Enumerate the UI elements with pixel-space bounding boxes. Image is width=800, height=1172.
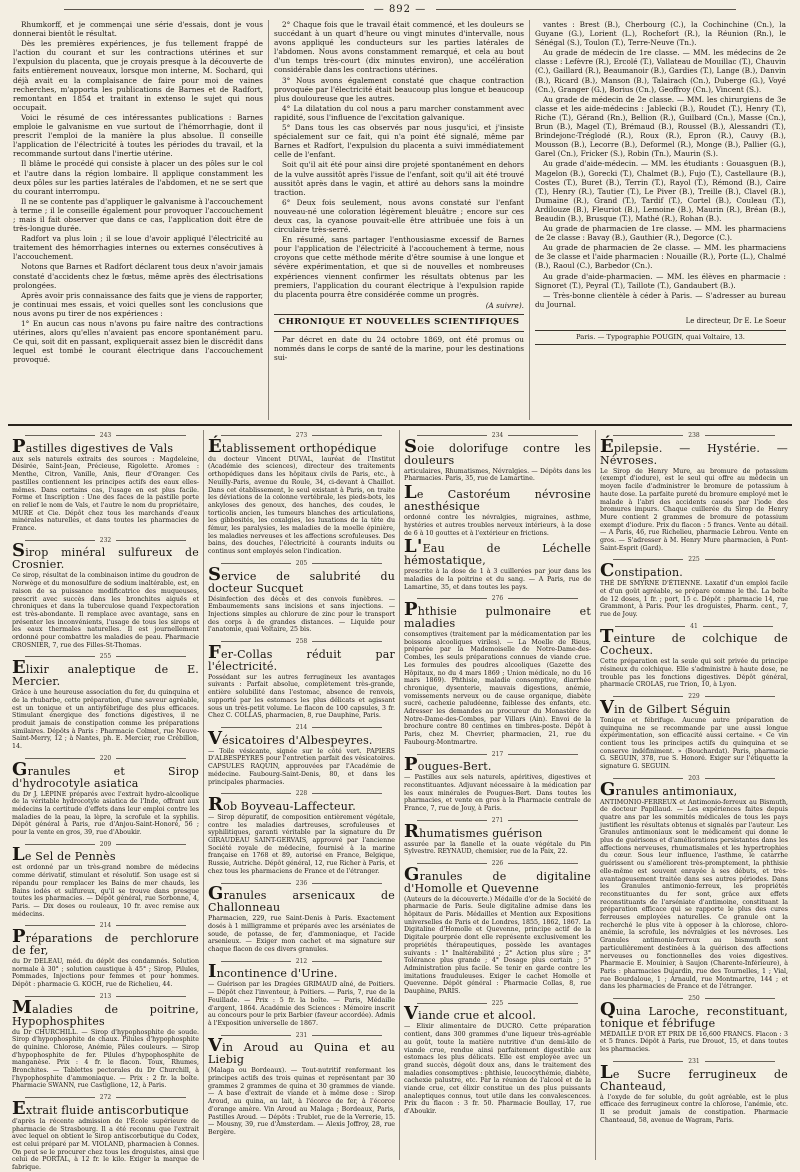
ad-title: Vin de Gilbert Séguin xyxy=(600,696,731,718)
section-divider xyxy=(8,424,792,426)
ad-title: Vin Aroud au Quina et au Liebig xyxy=(208,1035,395,1067)
ad-title: Viande crue et alcool. xyxy=(404,1003,537,1025)
ad-body: — Guérison par les Dragées GRIMAUD aîné, de Poitiers. — Dépôt chez l'inventeur, à Poitiers. — Paris, 7, rue de la Feuillade. — Prix : 5 fr. la boîte. — Paris, Médaille d'argent, 1864. Académie des Sciences : Mémoire inscrit au concours pour le prix Barbier (faveur accordée). Admis à l'Exposition universelle de 1867. xyxy=(208,981,395,1027)
ad-number: 231 xyxy=(208,1032,395,1040)
advertisement xyxy=(12,755,199,837)
article-paragraph: En résumé, sans partager l'enthousiasme excessif de Barnes pour l'application de l'électricité à l'accouchement à terme, nous croyons que cette méthode mérite d'être soumise à une longue et sévère expérimentation, et que si de nouvelles et nombreuses expériences viennent confirmer les résultats obtenus par les premiers, l'application du courant électrique à l'expulsion rapide du placenta pourra être considérée comme un progrès. xyxy=(274,235,524,299)
ad-body: du docteur Vincent DUVAL, lauréat de l'Institut (Académie des sciences), directeur des traitements orthopédiques dans les hôpitaux civils de Paris, etc., à Neuilly-Paris, avenue du Roule, 34, ci-devant à Chaillot. Dans cet établissement, le seul existant à Paris, on traite les déviations de la colonne vertébrale, les pieds-bots, les ankyloses des genoux, des hanches, des coudes, le torticolis ancien, les tumeurs blanches des articulations, les gibbosités, les coxalgies, les luxations de la tête du fémur, les paralysies, les maladies de la moelle épinière, les maladies nerveuses et les affections scrofuleuses. Des bains, des douches, l'électricité à courants induits ou continus sont employés selon l'indication. xyxy=(208,455,395,556)
advertisement xyxy=(208,560,395,634)
ad-body: — Sirop dépuratif, de composition entièrement végétale, contre les maladies dartreuses, scrofuleuses et syphilitiques, garanti véritable par la signature du Dr GIRAUDEAU SAINT-GERVAIS, approuvé par l'ancienne Société royale de médecine, fournisé à la marine française en 1768 et 89, autorisé en France, Belgique, Russie, Autriche. Dépôt général, 12, rue Richer à Paris, et chez tous les pharmaciens de France et de l'étranger. xyxy=(208,813,395,875)
ad-column-4 xyxy=(596,430,792,1160)
ad-body: THÉ DE SMYRNE D'ÉTIENNE. Laxatif d'un emploi facile et d'un goût agréable, se prépare comme le thé. La boîte de 12 doses, 1 fr. ; port, 15 c. Dépôt : pharmacie 14, rue Grammont, à Paris. Pour les droguistes, Pharm. cent., 7, rue de Jouy. xyxy=(600,580,788,618)
ad-title: Granules de digitaline d'Homolle et Quevenne xyxy=(404,863,591,895)
ad-title: Établissement orthopédique xyxy=(208,435,377,457)
ad-body: (Malaga ou Bordeaux). — Tout-nutritif renfermant les principes actifs des trois quinas et représentant par 30 grammes 2 grammes de quina et 30 grammes de viande. — A base d'extrait de viande et à même dose : Sirop Aroud, au quina, au lait, à l'écorce de fer, à l'écorce d'orange amère. Vin Aroud au Malaga ; Bordeaux, Paris, Pastilles Aroud. — Dépôts : Trublet, rue de la Verrerie, 15. — Mousny, 39, rue d'Amsterdam. — Alexis Joffroy, 28, rue Bergère. xyxy=(208,1067,395,1136)
ad-number: 229 xyxy=(600,693,788,701)
ad-number: 213 xyxy=(12,993,199,1001)
article-paragraph: Au grade de pharmacien de 1re classe. — MM. les pharmaciens de 2e classe : Bavay (B.), Gauthier (R.), Degorce (C.). xyxy=(535,224,786,243)
ad-body: ordonné contre les névralgies, migraines, asthme, hystéries et autres troubles nerveux intérieurs, à la dose de 6 à 10 gouttes et à l'extérieur en frictions. xyxy=(404,514,591,537)
ad-title: Incontinence d'Urine. xyxy=(208,961,338,983)
ad-body: Grâce à une heureuse association du fer, du quinquina et de la rhubarbe, cette préparation, d'une saveur agréable, est un tonique et un antiyfébrifuge des plus efficaces. Stimulant énergique des fonctions digestives, il ne produit jamais de constipation comme les préparations similaires. Dépôts à Paris : Pharmacie Colmet, rue Neuve-Saint-Merry, 12 ; à Nantes, ph. E. Mercier, rue Crébillon, 14. xyxy=(12,689,199,751)
ad-title: Rhumatismes guérison xyxy=(404,820,543,842)
ad-title: Pastilles digestives de Vals xyxy=(12,435,174,457)
ad-number: 258 xyxy=(208,638,395,646)
ad-title: L'Eau de Léchelle hémostatique, xyxy=(404,536,591,568)
ad-number: 209 xyxy=(12,841,199,849)
ad-title: Le Castoréum névrosine anesthésique xyxy=(404,482,591,514)
ad-body: Possédant sur les autres ferrugineux les avantages suivants : Parfait absolue, complètement très-grande, entière solubilité dans l'estomac, absence de renvois, supporté par les estomacs les plus délicats et agissant sous un très-petit volume. Le flacon de 100 capsules, 3 fr. Chez C. COLLAS, pharmacien, 8, rue Dauphine, Paris. xyxy=(208,673,395,720)
ad-body: prescrite à la dose de 1 à 3 cuillerées par jour dans les maladies de la poitrine et du sang. — A Paris, rue de Lamartine, 35, et dans toutes les pays. xyxy=(404,568,591,591)
advertisement xyxy=(12,653,199,750)
chronicle-rule xyxy=(274,331,524,332)
ad-number: 214 xyxy=(12,922,199,930)
advertisement xyxy=(208,790,395,875)
advertisement xyxy=(404,595,591,746)
advertisement xyxy=(600,995,788,1054)
article-paragraph: Radfort va plus loin ; il se loue d'avoir appliqué l'électricité au traitement des hémorrhagies internes ou externes consécutives à l'accouchement. xyxy=(13,234,263,262)
ad-title: Phthisie pulmonaire et maladies xyxy=(404,599,591,631)
ad-body: du Dr DELEAU, méd. du dépôt des condamnés. Solution normale à 30° ; solution caustique à 45° ; Sirop, Pilules, Pommades, Injections pour femmes et pour hommes. Dépôt : pharmacie G. KOCH, rue de Richelieu, 44. xyxy=(12,958,199,989)
article-paragraph: Soit qu'il ait été pour ainsi dire projeté spontanément en dehors de la vulve aussitôt après l'issue de l'enfant, soit qu'il ait été trouvé aussitôt après dans le vagin, et attiré au dehors sans la moindre traction. xyxy=(274,160,524,197)
ad-number: 276 xyxy=(404,595,591,603)
ad-body: du Dr J. LÉPINE préparés avec l'extrait hydro-alcoolique de la véritable hydrocotyle asiatica de l'Inde, offrant aux médecins la certitude d'effets dans leur emploi contre les maladies de la peau, la lèpre, la scrofule et la syphilis. Dépôt général à Paris, rue d'Anjou-Saint-Honoré, 56 ; pour la vente en gros, 39, rue d'Aboukir. xyxy=(12,790,199,837)
ad-body: aux sels naturels extraits des sources : Magdeleine, Désirée, Saint-Jean, Précieuse, Rigolette. Aromes : Menthe, Citron, Vanille, Anis, fleur d'Oranger. Ces pastilles contiennent les principes actifs des eaux elles-mêmes. Dans certains cas, l'usage en est plus facile. Forme et Inscription : Une des faces de la pastille porte en relief le nom de Vals, et l'autre le nom du propriétaire, MURE et Cie. Dépôt chez tous les marchands d'eaux minérales naturelles, et dans toutes les pharmacies de France. xyxy=(12,455,199,533)
ad-title: Maladies de poitrine, Hypophosphites xyxy=(12,996,199,1028)
advertisement xyxy=(12,841,199,919)
ad-number: 272 xyxy=(12,1094,199,1102)
article-paragraph: 2° Chaque fois que le travail était commencé, et les douleurs se succédant à un quart d'heure ou vingt minutes d'intervalle, nous avons appliqué les conducteurs sur les parties latérales de l'abdomen. Nous avons constamment remarqué, et cela au bout d'un temps très-court (dix minutes environ), une accélération considérable dans les contractions utérines. xyxy=(274,20,524,75)
advertisement xyxy=(404,536,591,591)
printer-imprint: Paris. — Typographie POUGIN, quai Voltaire, 13. xyxy=(535,330,786,345)
advertisement xyxy=(208,958,395,1028)
ad-column-1 xyxy=(8,430,204,1172)
ad-number: 228 xyxy=(208,790,395,798)
ad-title: Préparations de perchlorure de fer, xyxy=(12,926,199,958)
ad-number: 238 xyxy=(600,432,788,440)
ad-body: Pharmacien, 229, rue Saint-Denis à Paris. Exactement dosés à 1 milligramme et préparés avec les arséniates de soude, de potasse, de fer, d'ammoniaque, et l'acide arsenieux. — Exiger mon cachet et ma signature sur chaque flacon de ces divers granules. xyxy=(208,915,395,954)
ad-title: Constipation. xyxy=(600,560,683,582)
ad-number: 226 xyxy=(404,860,591,868)
ad-title: Service de salubrité du docteur Sucquet xyxy=(208,563,395,595)
ad-body: Désinfection des décès et des convois funèbres. — Embaumements sans incisions et sans injections. — Injections simples au chlorure de zinc pour le transport des corps à de grandes distances. — Liquide pour l'anatomie, quai Voltaire, 25 bis. xyxy=(208,595,395,634)
ad-body: — Pastilles aux sels naturels, apéritives, digestives et reconstituantes. Adjuvant nécessaire à la médication par les eaux minérales de Pougues-Bert. Dans toutes les pharmacies, et vente en gros à la Pharmacie centrale de France, 7, rue de Jouy, à Paris. xyxy=(404,774,591,813)
ad-title: Vésicatoires d'Albespeyres. xyxy=(208,727,373,749)
article-paragraph: Au grade d'aide-pharmacien. — MM. les élèves en pharmacie : Signoret (T.), Peyral (T.), Taillote (T.), Gandaubert (B.). xyxy=(535,271,786,290)
article-paragraph: 3° Nous avons également constaté que chaque contraction provoquée par l'électricité était beaucoup plus longue et beaucoup plus douloureuse que les autres. xyxy=(274,75,524,103)
ad-title: Granules arsenicaux de Challonneau xyxy=(208,883,395,915)
ad-number: 41 xyxy=(600,623,788,631)
ad-body: — Toile vésicante, signée sur le côté vert. PAPIERS D'ALBESPEYRES pour l'entretien parfait des vésicatoires. CAPSULES RAQUIN, approuvées par l'Académie de médecine. Faubourg-Saint-Denis, 80, et dans les principales pharmacies. xyxy=(208,747,395,786)
article-paragraph: 1° En aucun cas nous n'avons pu faire naître des contractions utérines, alors qu'elles n'avaient pas encore spontanément paru. Ce qui, soit dit en passant, expliquerait assez bien le discrédit dans lequel est tombé le courant électrique dans l'accouchement provoqué. xyxy=(13,319,263,365)
advertisement-section xyxy=(8,430,792,1172)
article-paragraph: Au grade de pharmacien de 2e classe. — MM. les pharmaciens de 3e classe et l'aide pharmacien : Nouaille (R.), Porte (L.), Chalmé (B.), Raoul (C.), Barbedor (Cn.). xyxy=(535,243,786,271)
ad-title: Soie dolorifuge contre les douleurs xyxy=(404,435,591,467)
ad-number: 232 xyxy=(12,537,199,545)
advertisement xyxy=(404,432,591,483)
ad-body: Tonique et fébrifuge. Aucune autre préparation de quinquina ne se recommande par une aussi longue expérimentation, son efficacité aussi certaine. « Ce vin contient tous les principes actifs du quinquina et se conserve indéfiniment. » (Bouchardat). Paris, pharmacie G. SEGUIN, 378, rue S. Honoré. Exiger sur l'étiquette la signature G. SEGUIN. xyxy=(600,716,788,771)
ad-number: 236 xyxy=(208,880,395,888)
ad-number: 234 xyxy=(404,432,591,440)
advertisement xyxy=(12,1094,199,1172)
article-paragraph: Il blâme le procédé qui consiste à placer un des pôles sur le col et l'autre dans la région lombaire. Il applique constamment les deux pôles sur les parties latérales de l'abdomen, et ne se sert que du courant interrompu. xyxy=(13,159,263,196)
ad-number: 243 xyxy=(12,432,199,440)
ad-title: Épilepsie. — Hystérie. — Névroses. xyxy=(600,435,788,467)
ad-title: Fer-Collas réduit par l'électricité. xyxy=(208,641,395,673)
chronicle-rule xyxy=(274,314,524,315)
advertisement xyxy=(208,1032,395,1137)
advertisement xyxy=(600,693,788,771)
ad-number: 250 xyxy=(600,995,788,1003)
article-paragraph: 6° Deux fois seulement, nous avons constaté sur l'enfant nouveau-né une coloration légèrement bleuâtre ; encore sur ces deux cas, la cyanose pouvait-elle être attribuée une fois à un circulaire très-serré. xyxy=(274,197,524,235)
ad-number: 212 xyxy=(208,958,395,966)
editor-signature: Le directeur, Dr E. Le Soeur xyxy=(685,316,786,325)
ad-body: (Auteurs de la découverte.) Médaille d'or de la Société de pharmacie de Paris. Seule digitaline admise dans les hôpitaux de Paris. Médailles et Mention aux Expositions universelles de Paris et de Londres, 1855, 1862, 1867. La Digitaline d'Homolle et Quevenne, principe actif de la Digitale pourprée dont elle représente exclusivement les propriétés thérapeutiques, possède les avantages suivants : 1° Inaltérabilité ; 2° Action plus sûre ; 3° Tolérance plus grande ; 4° Dosage plus certain ; 5° Administration plus facile. Se tenir en garde contre les imitations frauduleuses. Exiger le cachet Homolle et Quevenne. Dépôt général : Pharmacie Collas, 8, rue Dauphine, PARIS. xyxy=(404,895,591,996)
ad-number: 214 xyxy=(208,724,395,732)
ad-body: — Elixir alimentaire de DUCRO. Cette préparation contient, dans 300 grammes d'une liqueur très-agréable au goût, toute la matière nutritive d'un demi-kilo de viande crue, rendue ainsi parfaitement digestible aux estomacs les plus délicats. Elle est employée avec un grand succès, dégoût doux ans, dans le traitement des maladies consomptives : phthisie, leucocythémie, diabète, cachexie palustre, etc. Par la réunion de l'alcool et de la viande crue, cet élixir constitue un des plus puissants analeptiques connus, tout utile dans les convalescences. Prix du flacon : 3 fr. 50. Pharmacie Boullay, 17, rue d'Aboukir. xyxy=(404,1023,591,1116)
article-paragraph: vantes : Brest (B.), Cherbourg (C.), la Cochinchine (Cn.), la Guyane (G.), Lorient (L.), Rochefort (R.), la Réunion (Rn.), le Sénégal (S.), Toulon (T.), Terre-Neuve (Tn.). xyxy=(535,20,786,48)
ad-number: 203 xyxy=(600,775,788,783)
advertisement xyxy=(404,860,591,996)
article-column-3 xyxy=(530,20,791,420)
advertisement xyxy=(600,556,788,618)
article-paragraph: Au grade de médecin de 2e classe. — MM. les chirurgiens de 3e classe et les aide-médecins : Jablecki (B.), Roudet (T.), Henry (T.), Riche (T.), Gérand (Rn.), Bellion (R.), Guilbard (Cn.), Masse (Cn.), Brun (B.), Magel (T.), Brémaud (B.), Roussel (B.), Alessandri (T.), Brindejonc-Tréglodé (R.), Roux (R.), Epron (R.), Cauvy (B.), Mousson (B.), Lecorre (B.), Deformel (R.), Monge (B.), Pallier (G.), Garel (Cn.), Fricker (S.), Robin (Tn.), Maurin (S.). xyxy=(535,94,786,159)
chronicle-paragraph: Par décret en date du 24 octobre 1869, ont été promus ou nommés dans le corps de santé de la marine, pour les destinations sui- xyxy=(274,335,524,363)
advertisement xyxy=(12,922,199,989)
article-paragraph: 5° Dans tous les cas observés par nous jusqu'ici, et j'insiste spécialement sur ce fait, qui n'a point été signalé, même par Barnes et Radfort, l'expulsion du placenta a suivi immédiatement celle de l'enfant. xyxy=(274,123,524,160)
ad-title: Granules et Sirop d'hydrocotyle asiatica xyxy=(12,758,199,790)
ad-body: ANTIMONIO-FERREUX et Antimonio-ferreux au Bismuth, de docteur Papillaud. — Les expériences faites depuis quatre ans par les sommités médicales de tous les pays justifient les résultats obtenus et signalés par l'auteur. Les Granules antimoniaux sont le médicament qui donne le plus de guérisons et d'améliorations persistantes dans les affections nerveuses, rhumatismales et les hypertrophies du cœur. Sous leur influence, l'asthme, le catarrhe guérissent ou s'améliorent très-promptement, la phthisie elle-même est souvent enrayée à ses débuts, et très-avantageusement traitée dans ses autres périodes. Dans les Granules antimonio-ferreux, les propriétés reconstituantes du fer sont, grâce aux effets reconstituants de l'arséniate d'antimoine, constituant la préparation efficace qui se rapporte le plus des cures ferreuses employées naturelles. Ce granule ont la recherché le plus vite à opposer à la chlorose, chloro-anémie, la scrofule, les névralgies et les névroses. Les Granules antimonio-ferreux au bismuth sont particulièrement destinées à la guérison des affections nerveuses ou fonctionnelles des voies digestives. Pharmacie E. Mouinier, à Saujon (Charente-Inférieure), à Paris : pharmacies Dujardin, rue des Tournelles, 1 ; Vial, rue Bourdaloue, 1 ; Arnauld, rue Montmartre, 144 ; et dans les pharmacies de France et de l'étranger. xyxy=(600,798,788,991)
ad-title: Elixir analeptique de E. Mercier. xyxy=(12,657,199,689)
advertisement xyxy=(600,623,788,690)
advertisement xyxy=(600,432,788,552)
article-paragraph: Notons que Barnes et Radfort déclarent tous deux n'avoir jamais constaté d'accidents chez le fœtus, même après des électrisations prolongées. xyxy=(13,262,263,290)
ad-body: consomptives (traitement par la médicamentation par les boissons alcooliques viriles). — La Moelle de Rieus, préparée par la Mademoiselle de Notre-Dame-des-Combes, les seuls préparations connues de viande crue. Les formules des poudres alcooliques (Gazette des Hôpitaux, no du 4 mars 1869 ; Union médicale, no du 16 mars 1869). Phthisie, maladie consomptive, diarrhée chronique, dysenterie, mauvais digestions, anémie, vomissements nerveux ou de cause organique, diabète sucré, cachexie paludéenne, faiblesse des enfants, etc. Adresser les demandes au procureur du Monastère de Notre-Dame-des-Combes, par Villars (Ain). Envoi de la brochure contre 80 centimes en timbres-poste. Dépôt à Paris, chez M. Chevrier, pharmacien, 21, rue du Faubourg-Montmartre. xyxy=(404,631,591,746)
ad-number: 217 xyxy=(404,751,591,759)
ad-body: Ce sirop, résultat de la combinaison intime du goudron de Norwège et du monosulfure de sodium inaltérable, est, en raison de sa puissance modificatrice des muqueuses, prescrit avec succès dans les bronchites aiguës et chroniques et dans la tuberculose quand l'expectoration est très-abondante. Il remplace avec avantage, sans en présenter les inconvénients, l'usage de tous les sirops et les eaux thermales naturelles. Il est journellement ordonné pour combattre les maladies de peau. Pharmacie CROSNIER, 7, rue des Filles-St-Thomas. xyxy=(12,572,199,649)
article-column-2 xyxy=(269,20,530,420)
ad-number: 271 xyxy=(404,817,591,825)
ad-number: 205 xyxy=(208,560,395,568)
ad-title: Le Sucre ferrugineux de Chanteaud, xyxy=(600,1061,788,1093)
ad-body: du Dr CHURCHILL. — Sirop d'hypophosphite de soude. Sirop d'hypophosphite de chaux. Pilules d'hypophosphite de quinine. Chlorose, Anémie, Pâles couleurs. — Sirop d'hypophosphite de fer. Pilules d'hypophosphite de manganèse. Prix : 4 fr. le flacon. Toux, Rhumes, Bronchites. — Tablettes pectorales du Dr Churchill, à l'hypophosphite d'ammoniaque. — Prix : 2 fr. la boîte. Pharmacie SWANN, rue Castiglione, 12, à Paris. xyxy=(12,1028,199,1090)
ad-body: Cette préparation est la seule qui soit privée du principe résineux du colchique. Elle s'administre à haute dose, ne trouble pas les fonctions digestives. Dépôt général, pharmacie CROLAS, rue Trion, 10, à Lyon. xyxy=(600,658,788,689)
ad-number: 273 xyxy=(208,432,395,440)
ad-body: assurée par la flanelle et la ouate végétale du Pin Sylvestre. REYNAUD, chemisier, rue de la Paix, 22. xyxy=(404,840,591,856)
ad-title: Granules antimoniaux, xyxy=(600,778,738,800)
ad-body: d'après la récente admission de l'École supérieure de pharmacie de Strasbourg. Il a été reconnu que l'extrait avec lequel on obtient le Sirop antiscorbutique du Codex, est celui préparé par M. VIOLAND, pharmacien à Connes. On peut se le procurer chez tous les droguistes, ainsi que celui de PORTAL, à 12 fr. le kilo. Exiger la marque de fabrique. xyxy=(12,1117,199,1172)
advertisement xyxy=(404,751,591,813)
advertisement xyxy=(208,432,395,556)
ad-title: Le Sel de Pennès xyxy=(12,844,116,866)
ad-title: Quina Laroche, reconstituant, tonique et fébrifuge xyxy=(600,998,788,1030)
ad-title: Teinture de colchique de Cocheux. xyxy=(600,626,788,658)
ad-number: 225 xyxy=(404,1000,591,1008)
ad-column-3 xyxy=(400,430,596,1160)
advertisement xyxy=(404,817,591,856)
ad-body: à l'oxyde de fer soluble, du goût agréable, est le plus efficace des ferrugineux contre la chlorose, l'anémie, etc. Il se produit jamais de constipation. Pharmacie Chanteaud, 58, avenue de Wagram, Paris. xyxy=(600,1093,788,1124)
ad-column-2 xyxy=(204,430,400,1160)
ad-title: Rob Boyveau-Laffecteur. xyxy=(208,793,356,815)
article-paragraph: Au grade d'aide-médecin. — MM. les étudiants : Gouasguen (B.), Magelon (B.), Gorecki (T.), Chalmet (B.), Fujo (T.), Castellaure (B.), Costes (T.), Buret (B.), Terrin (T.), Rayol (T.), Rémond (B.), Caire (T.), Henry (R.), Tautier (T.), Le Piver (B.), Treille (B.), Clavel (B.), Dumaine (R.), Grand (T.), Tardif (T.), Cortel (B.), Couleau (T.), Ardilouze (B.), Fleuriot (B.), Lemoine (B.), Maurin (R.), Bréan (B.), Beaudin (B.), Brusque (T.), Mathé (R.), Rohan (B.). xyxy=(535,159,786,223)
ad-body: Le Sirop de Henry Mure, au bromure de potassium (exempt d'iodure), est le seul qui offre au médecin un moyen facile d'administrer le bromure de potassium à haute dose. La parfaite pureté du bromure employé met le malade à l'abri des accidents causés par l'iode des bromures impurs. Chaque cuillerée du Sirop de Henry Mure contient 2 grammes de bromure de potassium exempt d'iodure. Prix du flacon : 5 francs. Vente au détail. — A Paris, 46, rue Richelieu, pharmacie Lebrou. Vente en gros. — S'adresser à M. Henry Mure pharmacien, à Pont-Saint-Esprit (Gard). xyxy=(600,467,788,552)
ad-number: 225 xyxy=(600,556,788,564)
article-paragraph: 4° La dilatation du col nous a paru marcher constamment avec rapidité, sous l'influence de l'excitation galvanique. xyxy=(274,103,524,122)
article-paragraph: — Très-bonne clientèle à céder à Paris. — S'adresser au bureau du Journal. xyxy=(535,290,786,309)
advertisement xyxy=(208,724,395,786)
ad-number: 231 xyxy=(600,1058,788,1066)
article-signature: (A suivre). xyxy=(485,300,524,310)
advertisement xyxy=(12,537,199,650)
advertisement xyxy=(600,775,788,991)
ad-title: Extrait fluide antiscorbutique xyxy=(12,1097,189,1119)
ad-number: 220 xyxy=(12,755,199,763)
article-paragraph: Il ne se contente pas d'appliquer le galvanisme à l'accouchement à terme ; il le conseille également pour provoquer l'accouchement ; mais il fait observer que dans ce cas, l'application doit être de très-longue durée. xyxy=(13,196,263,234)
article-column-1 xyxy=(8,20,269,420)
advertisement xyxy=(12,993,199,1090)
article-section xyxy=(8,20,792,420)
article-paragraph: Voici le résumé de ces intéressantes publications : Barnes emploie le galvanisme en vue surtout de l'hémorrhagie, dont il prescrit l'emploi de la manière la plus absolue. Il conseille l'application de l'électricité à toutes les périodes du travail, et la recommande surtout dans l'inertie utérine. xyxy=(13,112,263,159)
advertisement xyxy=(404,1000,591,1116)
advertisement xyxy=(12,432,199,533)
page-number: — 892 — xyxy=(0,4,800,15)
ad-body: est ordonné par un très-grand nombre de médecins comme dérivatif, stimulant et résolutif. Son usage est si répandu pour remplacer les Bains de mer chauds, les Bains iodés et sulfureux, qu'il se trouve dans presque toutes les pharmacies. — Dépôt général, rue Sorbonne, 4, Paris. — Dix doses ou rouleaux, 10 fr. avec remise aux médecins. xyxy=(12,864,199,918)
advertisement xyxy=(208,638,395,720)
ad-number: 255 xyxy=(12,653,199,661)
ad-title: Sirop minéral sulfureux de Crosnier. xyxy=(12,540,199,572)
ad-title: Pougues-Bert. xyxy=(404,754,492,776)
advertisement xyxy=(600,1058,788,1125)
article-paragraph: Rhumkorff, et je commençai une série d'essais, dont je vous donnerai bientôt le résultat. xyxy=(13,20,263,39)
advertisement xyxy=(208,880,395,954)
advertisement xyxy=(404,482,591,537)
article-paragraph: Après avoir pris connaissance des faits que je viens de rapporter, je continuai mes essais, et voici quelles sont les conclusions que nous avons pu tirer de nos expériences : xyxy=(13,290,263,318)
article-paragraph: Dès les premières expériences, je fus tellement frappé de l'action du courant et sur les contractions utérines et sur l'expulsion du placenta, que je croyais presque à la découverte de faits entièrement nouveaux, lorsque mon interne, M. Sochard, qui déjà avait eu la complaisance de faire pour moi de vaines recherches, m'apporta les publications de Barnes et de Radfort, remontant en 1854 et traitant in extenso le sujet qui nous occupait. xyxy=(13,39,263,112)
article-paragraph: Au grade de médecin de 1re classe. — MM. les médecins de 2e classe : Lefèvre (R.), Ercolé (T.), Vallateau de Mouillac (T.), Chauvin (C.), Gaillard (R.), Beaumanoir (B.), Gardies (T.), Lange (B.), Danvin (B.), Ricard (B.), Manson (B.), Talairach (Cn.), Duberge (G.), Voyé (Cn.), Granger (G.), Borius (Cn.), Geoffroy (Cn.), Vincent (S.). xyxy=(535,48,786,94)
ad-body: MÉDAILLE D'OR ET PRIX DE 16,600 FRANCS. Flacon : 3 et 5 francs. Dépôt à Paris, rue Drouot, 15, et dans toutes les pharmacies. xyxy=(600,1030,788,1054)
ad-body: articulaires, Rhumatismes, Névralgies. — Dépôts dans les Pharmacies. Paris, 35, rue de Lamartine. xyxy=(404,467,591,483)
chronicle-title: CHRONIQUE ET NOUVELLES SCIENTIFIQUES xyxy=(278,316,520,327)
